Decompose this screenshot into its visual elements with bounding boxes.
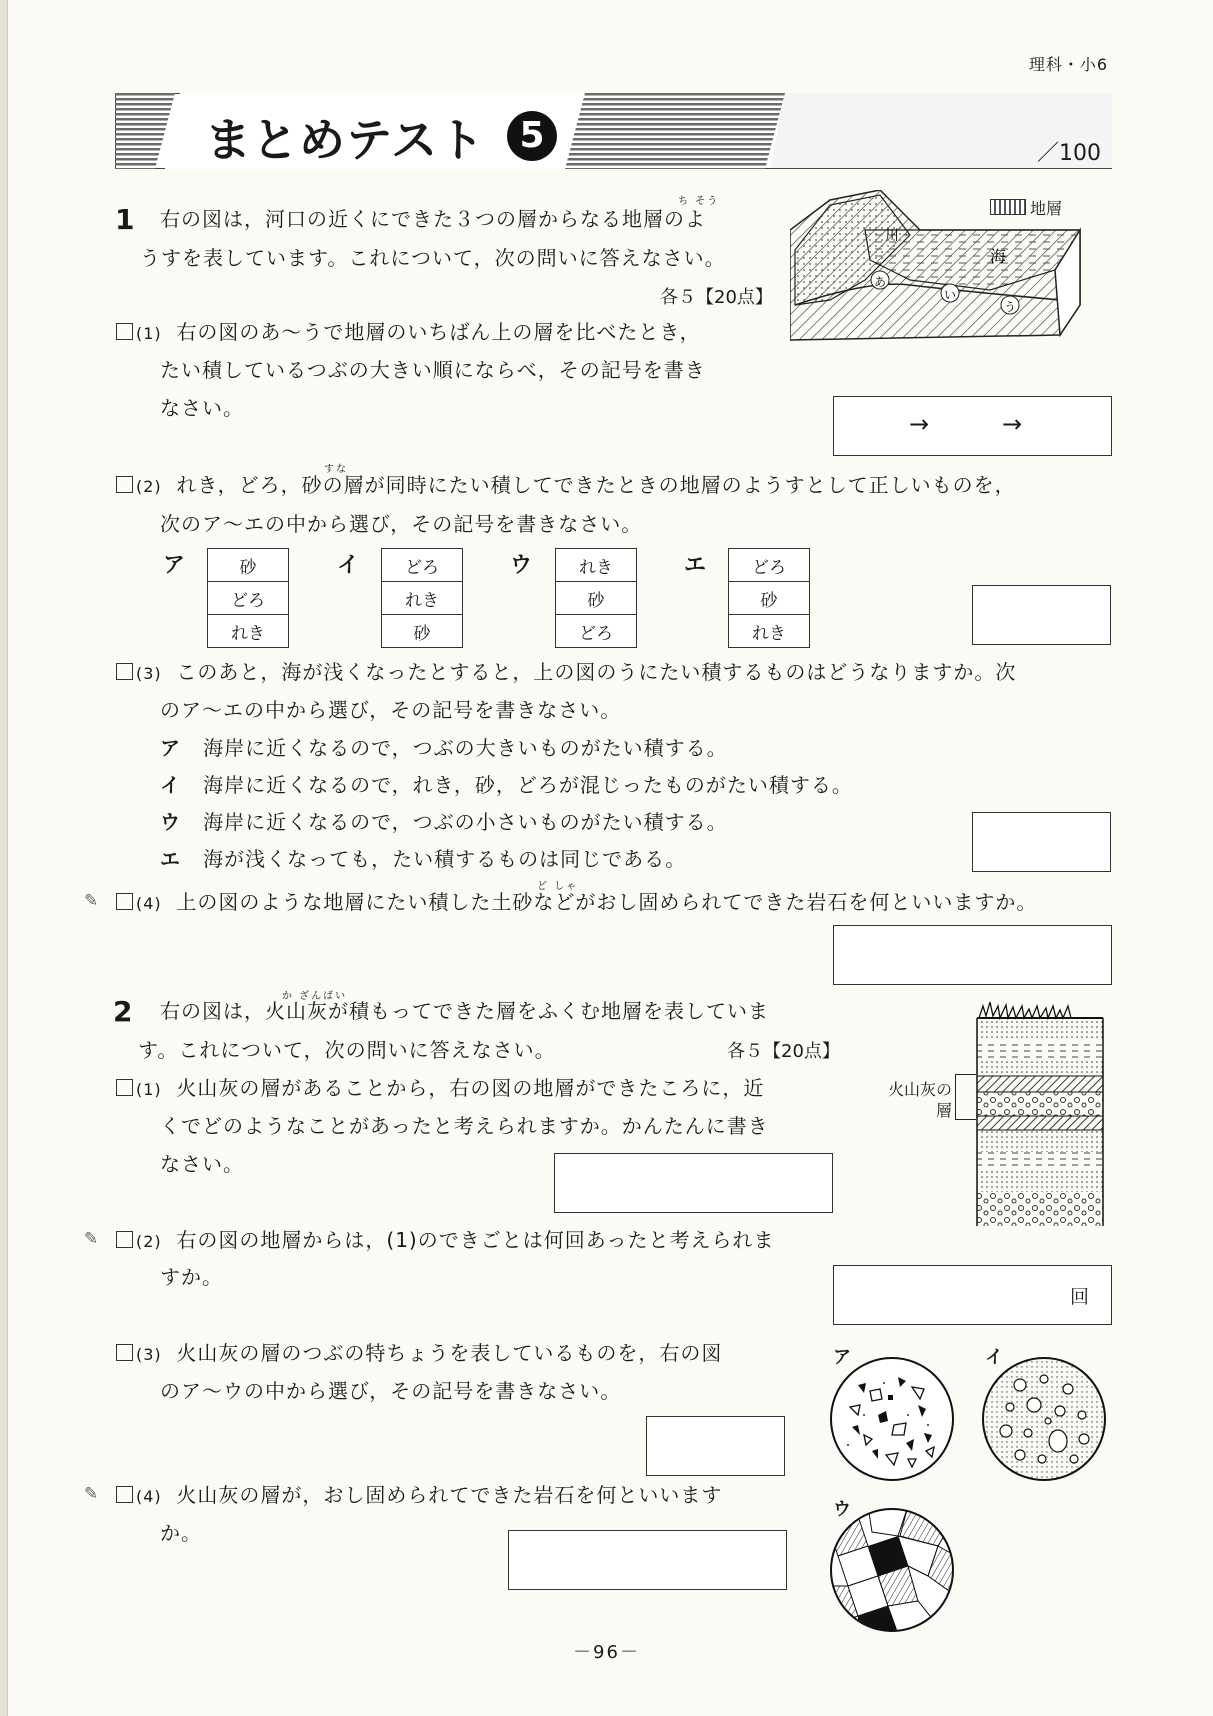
- arrow-icon: →: [909, 410, 930, 438]
- s2-q3-line1: (3) 火山灰の層のつぶの特ちょうを表しているものを，右の図: [116, 1335, 722, 1373]
- mark-a: あ: [874, 275, 887, 289]
- option-e-strata: [728, 548, 810, 648]
- label-river: 川: [885, 228, 899, 244]
- layer-bottom: れき: [208, 615, 289, 648]
- layer-middle: れき: [382, 582, 463, 615]
- checkbox-icon: [116, 476, 133, 493]
- s1-q4-line1: (4) 上の図のような地層にたい積した土砂などがおし固められてできた岩石を何といいますか。: [116, 884, 1037, 922]
- legend-swatch: [990, 199, 1026, 215]
- s1-q1-line1: (1) 右の図のあ～うで地層のいちばん上の層を比べたとき，: [116, 314, 701, 352]
- mark-i: い: [944, 288, 957, 302]
- checkbox-icon: [116, 1486, 133, 1503]
- checkbox-icon: [116, 1344, 133, 1361]
- s2-q1-line2: くでどのようなことがあったと考えられますか。かんたんに書き: [160, 1114, 769, 1138]
- s2-q3-line2: のア～ウの中から選び，その記号を書きなさい。: [160, 1379, 622, 1403]
- grain-circle-i: [980, 1355, 1108, 1483]
- label-bracket: [955, 1074, 976, 1120]
- section-1-number: 1: [115, 203, 135, 236]
- mark-u: う: [1004, 300, 1017, 314]
- volcanic-ash-layer-label: 火山灰の 層: [887, 1080, 952, 1120]
- option-u-label: ウ: [510, 553, 533, 578]
- circle-u-label: ウ: [833, 1499, 851, 1520]
- grade-label: 理科・小6: [1028, 55, 1108, 74]
- s2-q4-line2: か。: [160, 1521, 202, 1545]
- layer-top: れき: [556, 549, 637, 582]
- s2-q3-answer-box[interactable]: [646, 1416, 785, 1476]
- section-2-intro-line1: 右の図は，火山灰が積もってできた層をふくむ地層を表していま: [160, 999, 769, 1023]
- pencil-icon: ✎: [84, 1229, 99, 1249]
- layer-middle: 砂: [729, 582, 810, 615]
- option-e-label: エ: [684, 553, 707, 578]
- s1-q2-answer-box[interactable]: [972, 585, 1111, 645]
- ruby-chisou: ち そう: [678, 196, 720, 207]
- s1-q3-answer-box[interactable]: [972, 812, 1111, 872]
- layer-middle: 砂: [556, 582, 637, 615]
- pencil-icon: ✎: [84, 1484, 99, 1504]
- option-a-strata: [207, 548, 289, 648]
- layer-middle: どろ: [208, 582, 289, 615]
- layer-top: 砂: [208, 549, 289, 582]
- label-sea: 海: [990, 247, 1007, 266]
- checkbox-icon: [116, 323, 133, 340]
- circle-i-label: イ: [985, 1347, 1003, 1368]
- layer-bottom: どろ: [556, 615, 637, 648]
- test-number-badge: 5: [507, 111, 557, 161]
- s1-q1-answer-box[interactable]: [833, 396, 1112, 456]
- s2-q1-answer-box[interactable]: [554, 1153, 833, 1213]
- checkbox-icon: [116, 663, 133, 680]
- s2-q2-line1: (2) 右の図の地層からは，(1)のできごとは何回あったと考えられま: [116, 1222, 775, 1260]
- page-title: まとめテスト: [205, 113, 486, 167]
- s1-q2-line1: (2) れき，どろ，砂の層が同時にたい積してできたときの地層のようすとして正しいものを，: [116, 467, 1016, 505]
- pencil-icon: ✎: [84, 891, 99, 911]
- option-i-label: イ: [337, 553, 360, 578]
- layer-bottom: れき: [729, 615, 810, 648]
- checkbox-icon: [116, 1231, 133, 1248]
- section-2-number: 2: [113, 995, 133, 1028]
- s1-q3-choice-i: イ 海岸に近くなるので，れき，砂，どろが混じったものがたい積する。: [160, 773, 853, 797]
- option-u-strata: [555, 548, 637, 648]
- ruby-suna: すな: [324, 464, 348, 475]
- layer-bottom: 砂: [382, 615, 463, 648]
- option-a-label: ア: [163, 553, 186, 578]
- s1-q3-line1: (3) このあと，海が浅くなったとすると，上の図のうにたい積するものはどうなりますか。次: [116, 654, 1016, 692]
- section-1-points: 各５【20点】: [660, 287, 773, 308]
- score-total: ／100: [1037, 141, 1101, 166]
- grain-circle-a: [828, 1355, 956, 1483]
- s1-q1-line2: たい積しているつぶの大きい順にならべ，その記号を書き: [160, 358, 706, 382]
- arrow-icon: →: [1002, 410, 1023, 438]
- volcanic-strata-figure: [975, 1000, 1105, 1230]
- s1-q4-answer-box[interactable]: [833, 925, 1112, 985]
- s1-q3-choice-e: エ 海が浅くなっても，たい積するものは同じである。: [160, 847, 687, 871]
- s2-q4-line1: (4) 火山灰の層が，おし固められてできた岩石を何といいます: [116, 1477, 722, 1515]
- s2-q2-line2: すか。: [160, 1265, 223, 1289]
- section-1-intro-line2: うすを表しています。これについて，次の問いに答えなさい。: [140, 246, 726, 270]
- option-i-strata: [381, 548, 463, 648]
- s2-q1-line1: (1) 火山灰の層があることから，右の図の地層ができたころに，近: [116, 1070, 764, 1108]
- layer-top: どろ: [729, 549, 810, 582]
- s1-q1-line3: なさい。: [160, 396, 244, 420]
- section-2-points: 各５【20点】: [727, 1041, 840, 1062]
- s1-q3-choice-u: ウ 海岸に近くなるので，つぶの小さいものがたい積する。: [160, 810, 728, 834]
- section-2-intro-line2: す。これについて，次の問いに答えなさい。: [138, 1038, 556, 1062]
- page-edge: [0, 0, 8, 1716]
- layer-top: どろ: [382, 549, 463, 582]
- unit-label: 回: [1069, 1286, 1089, 1308]
- s1-q2-line2: 次のア～エの中から選び，その記号を書きなさい。: [160, 512, 643, 536]
- checkbox-icon: [116, 893, 133, 910]
- grain-circle-u: [828, 1506, 956, 1634]
- section-1-intro-line1: 右の図は，河口の近くにできた３つの層からなる地層のよ: [160, 207, 706, 231]
- s1-q3-line2: のア～エの中から選び，その記号を書きなさい。: [160, 698, 622, 722]
- legend-label: 地層: [1030, 199, 1063, 218]
- s2-q1-line3: なさい。: [160, 1152, 244, 1176]
- page-number: －96－: [573, 1642, 640, 1663]
- s1-q3-choice-a: ア 海岸に近くなるので，つぶの大きいものがたい積する。: [160, 736, 728, 760]
- ruby-kazanbai: か ざんばい: [282, 991, 348, 1002]
- checkbox-icon: [116, 1079, 133, 1096]
- ruby-dosha: ど しゃ: [537, 881, 579, 892]
- s2-q4-answer-box[interactable]: [508, 1530, 787, 1590]
- circle-a-label: ア: [833, 1347, 851, 1368]
- s2-q2-answer-box[interactable]: [833, 1265, 1112, 1325]
